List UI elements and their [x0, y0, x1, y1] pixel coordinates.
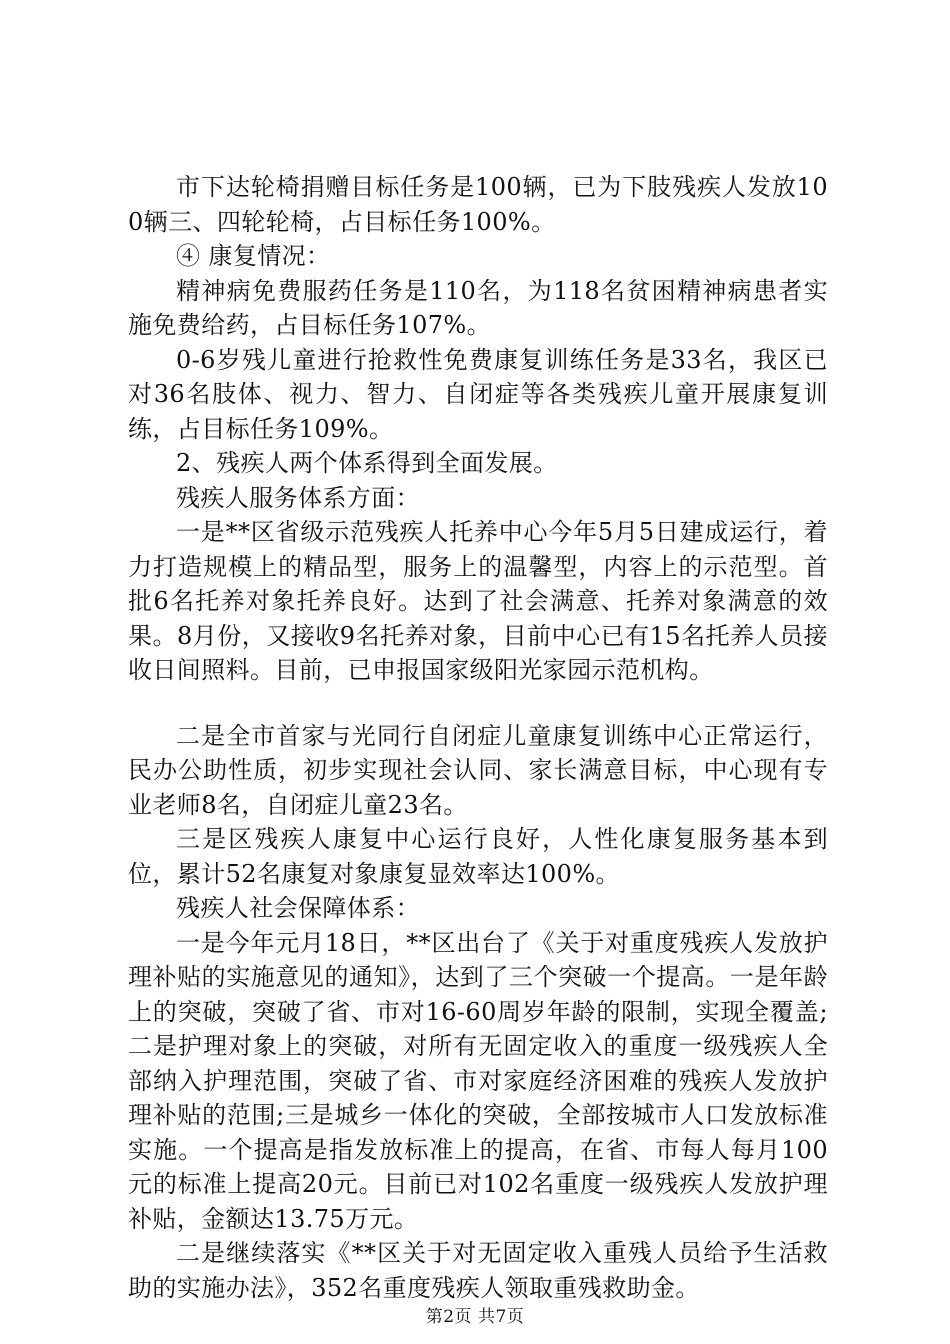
- heading-two-systems: 2、残疾人两个体系得到全面发展。: [176, 449, 558, 477]
- paragraph-wheelchair: 市下达轮椅捐赠目标任务是100辆，已为下肢残疾人发放100辆三、四轮轮椅，占目标任务100%。: [128, 173, 828, 236]
- paragraph-care-center: 一是**区省级示范残疾人托养中心今年5月5日建成运行，着力打造规模上的精品型，服务上的温馨型，内容上的示范型。首批6名托养对象托养良好。达到了社会满意、托养对象满意的效果。8月份，又接收9名托养对象，目前中心已有15名托养人员接收日间照料。目前，已申报国家级阳光家园示范机构。: [128, 518, 828, 684]
- paragraph-care-subsidy: 一是今年元月18日，**区出台了《关于对重度残疾人发放护理补贴的实施意见的通知》，达到了三个突破一个提高。一是年龄上的突破，突破了省、市对16-60周岁年龄的限制，实现全覆盖;二是护理对象上的突破，对所有无固定收入的重度一级残疾人全部纳入护理范围，突破了省、市对家庭经济困难的残疾人发放护理补贴的范围;三是城乡一体化的突破，全部按城市人口发放标准实施。一个提高是指发放标准上的提高，在省、市每人每月100元的标准上提高20元。目前已对102名重度一级残疾人发放护理补贴，金额达13.75万元。: [128, 928, 828, 1233]
- paragraph-relief-fund: 二是继续落实《**区关于对无固定收入重残人员给予生活救助的实施办法》，352名重度残疾人领取重残救助金。: [128, 1239, 828, 1302]
- paragraph-mental-illness: 精神病免费服药任务是110名，为118名贫困精神病患者实施免费给药，占目标任务107%。: [128, 276, 828, 339]
- paragraph-autism-center: 二是全市首家与光同行自闭症儿童康复训练中心正常运行，民办公助性质，初步实现社会认同、家长满意目标，中心现有专业老师8名，自闭症儿童23名。: [128, 721, 828, 819]
- heading-security-system: 残疾人社会保障体系：: [176, 894, 420, 922]
- heading-service-system: 残疾人服务体系方面：: [176, 483, 420, 512]
- paragraph-child-rehab: 0-6岁残儿童进行抢救性免费康复训练任务是33名，我区已对36名肢体、视力、智力、自闭症等各类残疾儿童开展康复训练，占目标任务109%。: [128, 345, 828, 443]
- paragraph-gap: [128, 688, 828, 719]
- paragraph-rehab-center: 三是区残疾人康复中心运行良好，人性化康复服务基本到位，累计52名康复对象康复显效率达100%。: [128, 825, 828, 888]
- page-number-footer: 第2页 共7页: [425, 1307, 525, 1327]
- page-body: [128, 170, 828, 1305]
- heading-rehab-status: ④ 康复情况：: [176, 242, 331, 270]
